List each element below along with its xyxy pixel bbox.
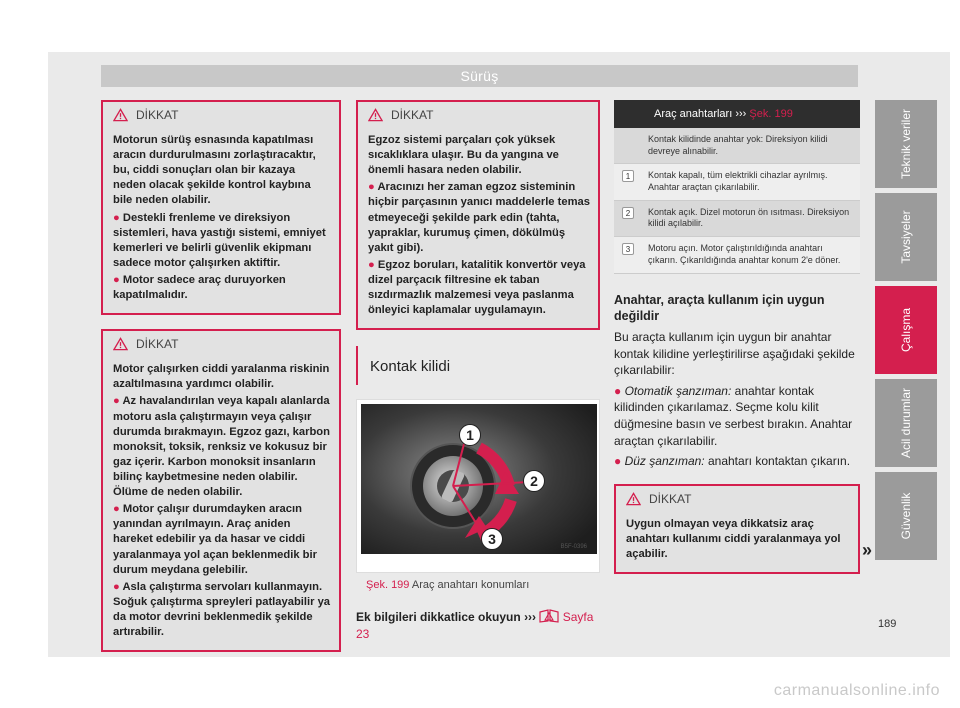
figure-ref: Şek. 199 (366, 579, 410, 592)
table-header: Araç anahtarları ››› Şek. 199 (614, 100, 860, 128)
row-text: Kontak açık. Dizel motorun ön ısıtması. Direksiyon kilidi açılabilir. (642, 200, 860, 236)
bullet-icon: ● (614, 454, 622, 469)
warning-intro: Uygun olmayan veya dikkatsiz araç anahtarı kullanımı ciddi yaralanmaya yol açabilir. (626, 517, 841, 560)
figure-code: B5F-0396 (560, 544, 587, 551)
warning-bullet: ● Aracınızı her zaman egzoz sisteminin hiçbir parçasının yanıcı maddelerle temas etmeyeceği şekilde park edin (tahta, yapraklar, kurumuş çimen, dökülmüş yakıt gibi). (368, 181, 590, 254)
warning-box (101, 329, 341, 652)
warning-intro: Egzoz sistemi parçaları çok yüksek sıcaklıklara ulaşır. Bu da yangına ve önemli hasara neden olabilir. (368, 134, 559, 177)
figure-ignition (356, 399, 600, 573)
table-row (614, 128, 860, 164)
column-left (101, 100, 341, 652)
key-positions-table (614, 100, 860, 274)
tab-guvenlik[interactable] (875, 472, 937, 560)
list-item: ● Düz şanzıman: anahtarı kontaktan çıkarın. (614, 454, 851, 469)
table-header-row (614, 100, 860, 128)
column-right (614, 100, 860, 574)
row-number: 1 (614, 164, 642, 200)
row-number (614, 128, 642, 164)
watermark: carmanualsonline.info (773, 682, 940, 699)
section-title: Kontak kilidi (356, 346, 600, 385)
tab-label: Teknik veriler (899, 108, 913, 180)
warning-triangle-icon (626, 492, 641, 506)
warning-triangle-icon (113, 108, 128, 122)
warning-box (101, 100, 341, 315)
tab-tavsiyeler[interactable] (875, 193, 937, 281)
tab-label: Acil durumlar (899, 387, 913, 459)
note-text: Ek bilgileri dikkatlice okuyun (356, 610, 521, 625)
warning-bullet: ● Egzoz boruları, katalitik konvertör veya dizel parçacık filtresine ek taban sızdırmazlık malzemesi veya paslanma önleyici kaplamalar uygulamayın. (368, 258, 586, 317)
table-row (614, 237, 860, 273)
chapter-header: Sürüş (101, 65, 858, 87)
tab-label: Çalışma (899, 307, 913, 353)
warning-intro: Motor çalışırken ciddi yaralanma riskinin azaltılmasına yardımcı olabilir. (113, 363, 330, 391)
row-text: Motoru açın. Motor çalıştırıldığında anahtarı çıkarın. Çıkarıldığında anahtar konum 2'e döner. (642, 237, 860, 273)
book-warning-icon (539, 609, 559, 623)
figure-link[interactable]: Şek. 199 (749, 108, 793, 120)
side-tab-nav (875, 100, 937, 565)
figure-label-1: 1 (459, 424, 481, 446)
bullet-icon: ● (113, 211, 120, 224)
warning-header (103, 331, 339, 356)
bullet-icon: ● (368, 181, 375, 194)
warning-triangle-icon (113, 337, 128, 351)
bullet-icon: ● (113, 503, 120, 516)
page-number: 189 (878, 618, 897, 630)
warning-box (614, 484, 860, 574)
tab-teknik-veriler[interactable] (875, 100, 937, 188)
warning-box (356, 100, 600, 330)
read-more-note (356, 609, 600, 643)
tab-calisma[interactable] (875, 286, 937, 374)
list-item: ● Otomatik şanzıman: anahtar kontak kilidinden çıkarılamaz. Seçme kolu kilit düğmesine basın ve serbest bırakın. Anahtar araçtan çıkarılabilir. (614, 383, 853, 448)
row-number: 2 (614, 200, 642, 236)
column-middle (356, 100, 600, 643)
warning-title: DİKKAT (136, 337, 179, 352)
bullet-icon: ● (113, 273, 120, 286)
warning-bullet: ● Asla çalıştırma servoları kullanmayın. Soğuk çalıştırma spreyleri patlayabilir ya da motor devrini beklenmedik şekilde artırabilir. (113, 580, 331, 639)
bullet-icon: ● (113, 580, 120, 593)
warning-triangle-icon (368, 108, 383, 122)
figure-label-3: 3 (481, 528, 503, 550)
table-row (614, 164, 860, 200)
subsection-intro: Bu araçta kullanım için uygun bir anahtar kontak kilidine yerleştirilirse aşağıdaki şekilde çıkarılabilir: (614, 330, 855, 378)
warning-body (358, 127, 598, 328)
warning-intro: Motorun sürüş esnasında kapatılması aracın durdurulmasını zorlaştıracaktır, bu, ciddi sonuçları olan bir kazaya neden olacak şekilde kontrol kaybına bile neden olabilir. (113, 134, 316, 207)
table-row (614, 200, 860, 236)
tab-label: Güvenlik (899, 492, 913, 540)
warning-title: DİKKAT (649, 491, 692, 506)
tab-label: Tavsiyeler (899, 210, 913, 264)
tab-acil-durumlar[interactable] (875, 379, 937, 467)
warning-title: DİKKAT (136, 108, 179, 122)
row-text: Kontak kapalı, tüm elektrikli cihazlar ayrılmış. Anahtar araçtan çıkarılabilir. (642, 164, 860, 200)
note-arrows: ››› (524, 610, 537, 625)
subsection-title: Anahtar, araçta kullanım için uygun değildir (614, 292, 825, 324)
bullet-icon: ● (614, 383, 622, 398)
ignition-lock-illustration (361, 404, 597, 554)
figure-caption-text: Araç anahtarı konumları (411, 579, 530, 592)
warning-bullet: ● Motor sadece araç duruyorken kapatılmalıdır. (113, 273, 286, 302)
bullet-icon: ● (368, 258, 375, 271)
row-number: 3 (614, 237, 642, 273)
warning-bullet: ● Motor çalışır durumdayken aracın yanından ayrılmayın. Araç aniden hareket edebilir ya da hasar ve ciddi yaralanmaya yol açan beklenmedik bir durum meydana gelebilir. (113, 503, 317, 576)
warning-title: DİKKAT (391, 108, 434, 122)
warning-body (616, 511, 858, 572)
warning-header (103, 102, 339, 127)
warning-bullet: ● Destekli frenleme ve direksiyon sistemleri, hava yastığı sistemi, emniyet kemerleri ve belirli güvenlik ekipmanı sadece motor çalışırken aktiftir. (113, 211, 326, 269)
page-link[interactable]: Sayfa 23 (356, 610, 594, 642)
warning-body (103, 356, 339, 650)
warning-header (616, 486, 858, 511)
continue-marker: » (862, 540, 873, 560)
bullet-icon: ● (113, 395, 120, 408)
figure-caption (356, 573, 600, 591)
figure-label-2: 2 (523, 470, 545, 492)
row-text: Kontak kilidinde anahtar yok: Direksiyon kilidi devreye alınabilir. (642, 128, 860, 164)
warning-bullet: ● Az havalandırılan veya kapalı alanlarda motoru asla çalıştırmayın veya çalışır durumda bırakmayın. Egzoz gazı, karbon monoksit, toksik, renksiz ve kokusuz bir gaz içerir. Karbon monoksit insanların bilinç kaybetmesine neden olabilir. Ölüme de neden olabilir. (113, 395, 330, 499)
warning-body (103, 127, 339, 313)
warning-header (358, 102, 598, 127)
